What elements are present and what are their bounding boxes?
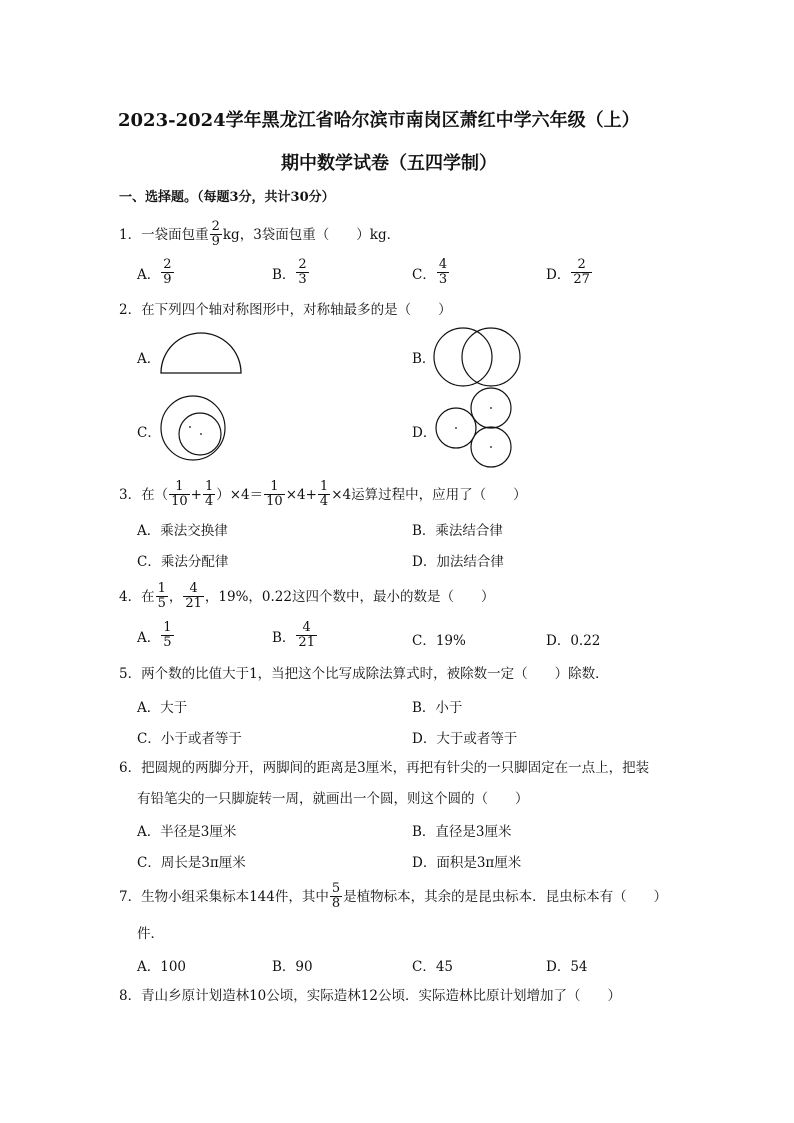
question-1-prefix: 1．一袋面包重 bbox=[119, 226, 209, 243]
question-7-line2: 件． bbox=[137, 926, 164, 942]
q3-option-b: B．乘法结合律 bbox=[412, 523, 503, 539]
q6-option-b: B．直径是3厘米 bbox=[412, 824, 512, 840]
q6-option-d: D．面积是3π厘米 bbox=[412, 855, 522, 871]
question-3: 3．在（ $\frac{1}{10}$ + $\frac{1}{4}$ ）×4＝ $\frac{1}{10}$ ×4+ $\frac{1}{4}$ ×4运算过程中，应用了（ ） bbox=[119, 479, 527, 509]
semicircle-figure bbox=[158, 330, 244, 376]
question-4: 4．在 $\frac{1}{5}$ ， $\frac{4}{21}$ ，19%，0.22这四个数中，最小的数是（ ） bbox=[119, 581, 495, 611]
question-2: 2．在下列四个轴对称图形中，对称轴最多的是（ ） bbox=[119, 302, 452, 318]
q5-option-c: C．小于或者等于 bbox=[137, 731, 242, 747]
section-heading: 一、选择题。（每题3分，共计30分） bbox=[119, 190, 335, 205]
q2-option-a-label: A． bbox=[137, 351, 161, 367]
q2-option-c-label: C． bbox=[137, 425, 161, 441]
q7-option-c: C．45 bbox=[412, 959, 454, 975]
q1-option-d: D． $\frac{2}{27}$ bbox=[546, 257, 590, 287]
fraction: $\frac{2}{9}$ bbox=[211, 219, 220, 249]
q6-option-a: A．半径是3厘米 bbox=[137, 824, 237, 840]
q3-option-a: A．乘法交换律 bbox=[137, 523, 228, 539]
nested-circles-figure bbox=[158, 394, 230, 464]
q6-option-c: C．周长是3π厘米 bbox=[137, 855, 246, 871]
q1-option-a: A． $\frac{2}{9}$ bbox=[137, 257, 172, 287]
q1-option-b: B． $\frac{2}{3}$ bbox=[272, 257, 307, 287]
q2-option-b-label: B． bbox=[412, 351, 436, 367]
q4-option-b: B． $\frac{4}{21}$ bbox=[272, 620, 315, 650]
question-5: 5．两个数的比值大于1，当把这个比写成除法算式时，被除数一定（ ）除数． bbox=[119, 666, 609, 682]
q4-option-d: D．0.22 bbox=[546, 633, 601, 649]
q5-option-b: B．小于 bbox=[412, 700, 463, 716]
q5-option-d: D．大于或者等于 bbox=[412, 731, 518, 747]
q4-option-c: C．19% bbox=[412, 633, 466, 649]
exam-title-line2: 期中数学试卷（五四学制） bbox=[281, 153, 497, 174]
q7-option-d: D．54 bbox=[546, 959, 588, 975]
question-8: 8．青山乡原计划造林10公顷，实际造林12公顷．实际造林比原计划增加了（ ） bbox=[119, 988, 621, 1004]
q2-option-d-label: D． bbox=[412, 425, 437, 441]
q7-option-a: A．100 bbox=[137, 959, 187, 975]
question-1 bbox=[119, 220, 400, 249]
q4-option-a: A． $\frac{1}{5}$ bbox=[137, 620, 172, 650]
q7-option-b: B．90 bbox=[272, 959, 313, 975]
q3-option-c: C．乘法分配律 bbox=[137, 554, 229, 570]
question-1-suffix: kg，3袋面包重（ ）kg． bbox=[222, 226, 401, 243]
two-overlapping-circles-figure bbox=[432, 326, 524, 388]
q1-option-c: C． $\frac{4}{3}$ bbox=[412, 257, 448, 287]
question-6-line1: 6．把圆规的两脚分开，两脚间的距离是3厘米，再把有针尖的一只脚固定在一点上，把装 bbox=[119, 760, 650, 776]
q5-option-a: A．大于 bbox=[137, 700, 188, 716]
question-6-line2: 有铅笔尖的一只脚旋转一周，就画出一个圆，则这个圆的（ ） bbox=[137, 791, 529, 807]
question-7: 7．生物小组采集标本144件，其中 $\frac{5}{8}$ 是植物标本，其余的是昆虫标本．昆虫标本有（ ） bbox=[119, 881, 668, 911]
three-circles-figure bbox=[434, 386, 514, 470]
q3-option-d: D．加法结合律 bbox=[412, 554, 504, 570]
exam-title-line1: 2023-2024学年黑龙江省哈尔滨市南岗区萧红中学六年级（上） bbox=[118, 110, 640, 131]
